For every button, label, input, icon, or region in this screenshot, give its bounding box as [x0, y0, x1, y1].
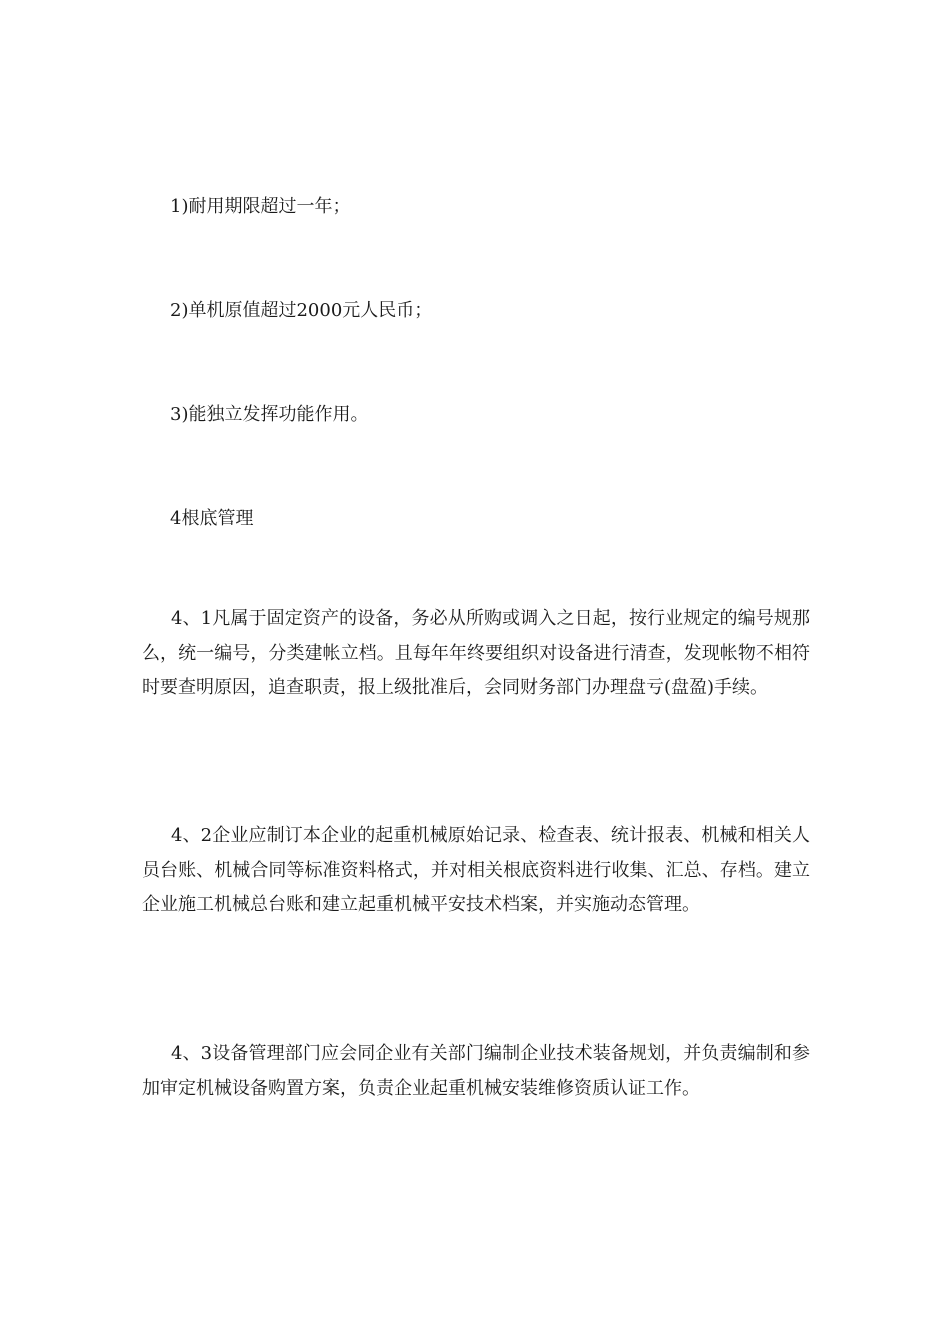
criterion-3: 3)能独立发挥功能作用。	[170, 404, 369, 425]
paragraph-4-1: 4、1凡属于固定资产的设备，务必从所购或调入之日起，按行业规定的编号规那么，统一编号，分类建帐立档。且每年年终要组织对设备进行清查，发现帐物不相符时要查明原因，追查职责，报上级批准后，会同财务部门办理盘亏(盘盈)手续。	[142, 608, 810, 698]
criterion-2: 2)单机原值超过2000元人民币；	[170, 300, 433, 321]
criterion-1: 1)耐用期限超过一年；	[170, 196, 351, 217]
paragraph-4-2: 4、2企业应制订本企业的起重机械原始记录、检查表、统计报表、机械和相关人员台账、机械合同等标准资料格式，并对相关根底资料进行收集、汇总、存档。建立企业施工机械总台账和建立起重机械平安技术档案，并实施动态管理。	[142, 825, 810, 915]
paragraph-4-3: 4、3设备管理部门应会同企业有关部门编制企业技术装备规划，并负责编制和参加审定机械设备购置方案，负责企业起重机械安装维修资质认证工作。	[142, 1043, 810, 1099]
section-heading: 4根底管理	[170, 508, 254, 529]
